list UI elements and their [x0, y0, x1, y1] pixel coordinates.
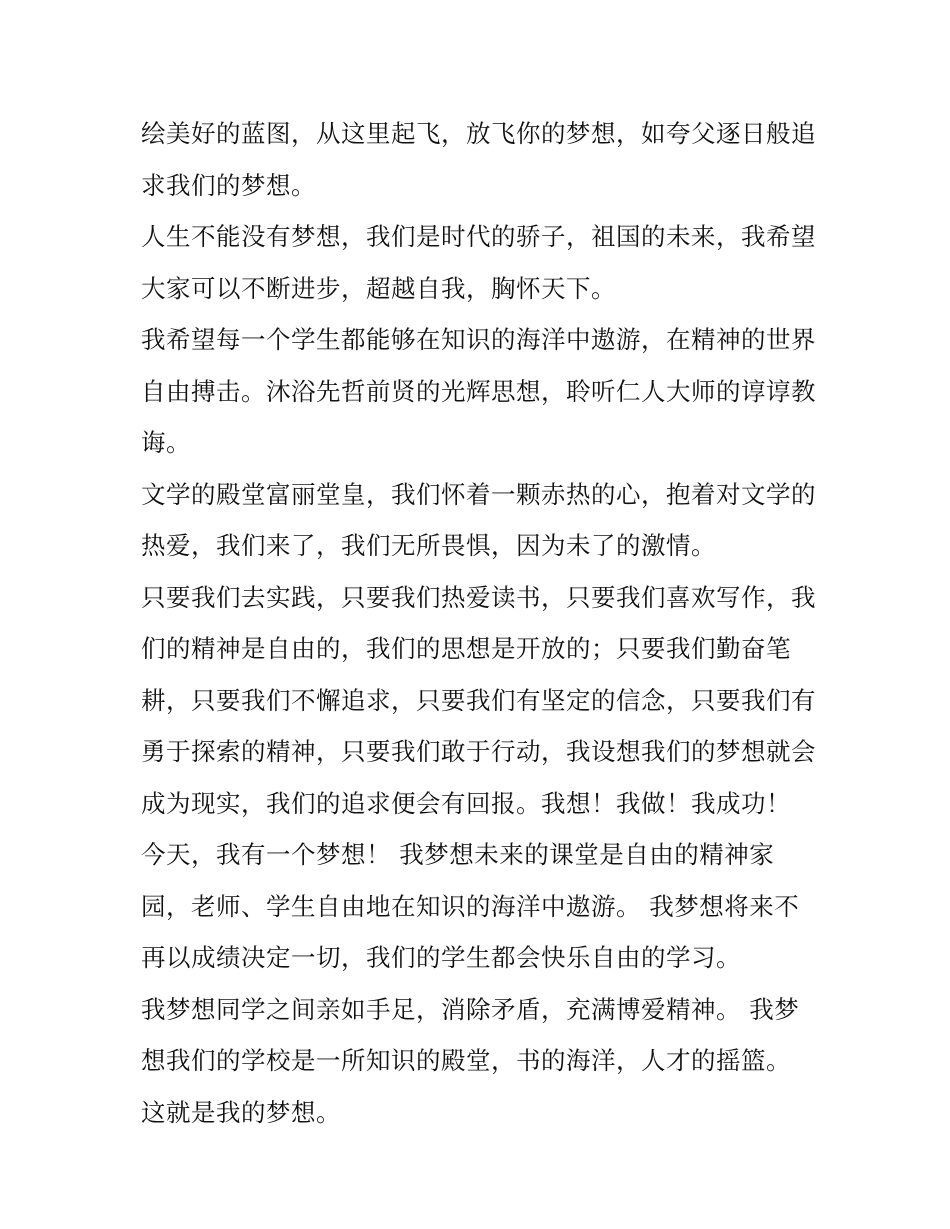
- text-line: 们的精神是自由的，我们的思想是开放的；只要我们勤奋笔: [141, 634, 791, 663]
- text-line: 我梦想同学之间亲如手足，消除矛盾，充满博爱精神。 我梦: [141, 994, 800, 1024]
- text-line: 诲。: [141, 428, 191, 457]
- text-line: 勇于探索的精神，只要我们敢于行动，我设想我们的梦想就会: [141, 737, 816, 766]
- text-line: 园，老师、学生自由地在知识的海洋中遨游。 我梦想将来不: [141, 891, 800, 921]
- text-line: 自由搏击。沐浴先哲前贤的光辉思想，聆听仁人大师的谆谆教: [141, 376, 816, 406]
- text-line: 成为现实，我们的追求便会有回报。我想！我做！我成功！: [141, 788, 791, 818]
- text-line: 我希望每一个学生都能够在知识的海洋中遨游，在精神的世界: [141, 325, 816, 354]
- text-line: 这就是我的梦想。: [141, 1097, 341, 1127]
- text-line: 再以成绩决定一切，我们的学生都会快乐自由的学习。: [141, 943, 741, 972]
- text-line: 想我们的学校是一所知识的殿堂，书的海洋，人才的摇篮。: [141, 1046, 791, 1075]
- text-line: 求我们的梦想。: [141, 170, 316, 200]
- text-line: 人生不能没有梦想，我们是时代的骄子，祖国的未来，我希望: [141, 222, 816, 251]
- document-body: [141, 108, 821, 1138]
- text-line: 今天，我有一个梦想！ 我梦想未来的课堂是自由的精神家: [141, 840, 775, 869]
- text-line: 绘美好的蓝图，从这里起飞，放飞你的梦想，如夸父逐日般追: [141, 119, 816, 148]
- text-line: 热爱，我们来了，我们无所畏惧，因为未了的激情。: [141, 531, 716, 560]
- text-line: 大家可以不断进步，超越自我，胸怀天下。: [141, 273, 616, 303]
- text-line: 耕，只要我们不懈追求，只要我们有坚定的信念，只要我们有: [141, 685, 816, 715]
- text-line: 文学的殿堂富丽堂皇，我们怀着一颗赤热的心，抱着对文学的: [141, 479, 816, 509]
- text-line: 只要我们去实践，只要我们热爱读书，只要我们喜欢写作，我: [141, 582, 816, 612]
